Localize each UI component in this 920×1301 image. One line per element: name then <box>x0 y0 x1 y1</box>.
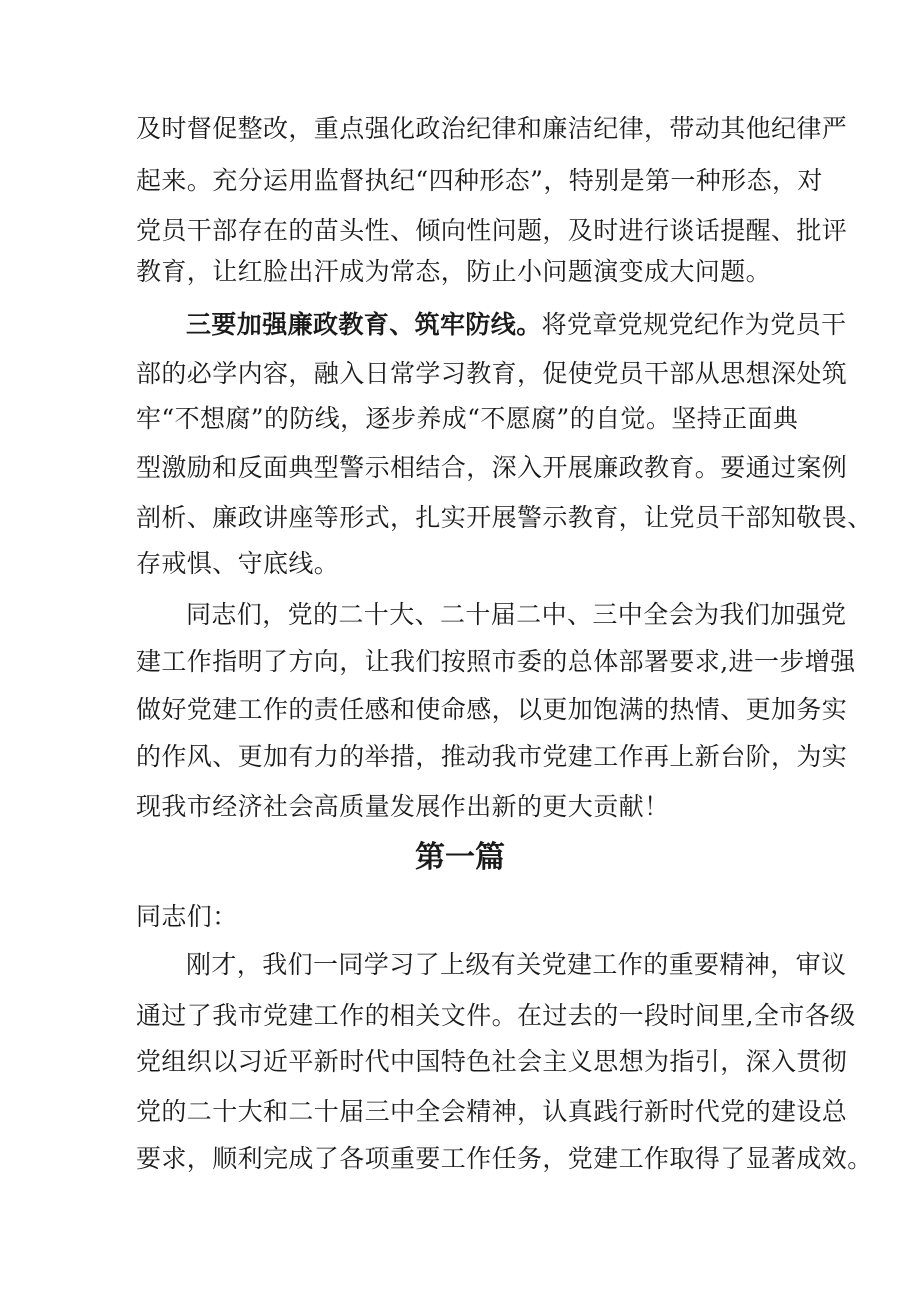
text-line: 的作风、更加有力的举措，推动我市党建工作再上新台阶，为实 <box>136 742 848 771</box>
text-line: 教育，让红脸出汗成为常态，防止小问题演变成大问题。 <box>136 257 772 286</box>
text-line: 同志们，党的二十大、二十届二中、三中全会为我们加强党 <box>186 600 847 629</box>
text-line: 起来。充分运用监督执纪“四种形态”，特别是第一种形态，对 <box>136 166 823 195</box>
text-line: 部的必学内容，融入日常学习教育，促使党员干部从思想深处筑 <box>136 359 848 388</box>
text-line: 做好党建工作的责任感和使命感，以更加饱满的热情、更加务实 <box>136 695 848 724</box>
text-line: 党组织以习近平新时代中国特色社会主义思想为指引，深入贯彻 <box>136 1047 848 1076</box>
section-heading-inline: 三要加强廉政教育、筑牢防线。 <box>186 310 542 339</box>
text-line: 刚才，我们一同学习了上级有关党建工作的重要精神，审议 <box>186 950 847 979</box>
text-line: 存戒惧、守底线。 <box>136 549 340 578</box>
section-title: 第一篇 <box>415 840 505 875</box>
text-line: 建工作指明了方向，让我们按照市委的总体部署要求,进一步增强 <box>136 647 856 676</box>
paragraph-first-line <box>186 303 847 347</box>
text-line: 型激励和反面典型警示相结合，深入开展廉政教育。要通过案例 <box>136 453 848 482</box>
text-line: 剖析、廉政讲座等形式，扎实开展警示教育，让党员干部知敬畏、 <box>136 503 873 532</box>
text-line: 要求，顺利完成了各项重要工作任务，党建工作取得了显著成效。 <box>136 1144 873 1173</box>
salutation: 同志们： <box>136 902 238 931</box>
text-line: 通过了我市党建工作的相关文件。在过去的一段时间里,全市各级 <box>136 1001 856 1030</box>
text-line: 现我市经济社会高质量发展作出新的更大贡献！ <box>136 792 670 821</box>
text-line: 党的二十大和二十届三中全会精神，认真践行新时代党的建设总 <box>136 1097 848 1126</box>
text-run: 将党章党规党纪作为党员干 <box>541 310 847 339</box>
text-line: 牢“不想腐”的防线，逐步养成“不愿腐”的自觉。坚持正面典 <box>136 404 799 433</box>
text-line: 党员干部存在的苗头性、倾向性问题，及时进行谈话提醒、批评 <box>136 216 848 245</box>
text-line: 及时督促整改，重点强化政治纪律和廉洁纪律，带动其他纪律严 <box>136 114 848 143</box>
